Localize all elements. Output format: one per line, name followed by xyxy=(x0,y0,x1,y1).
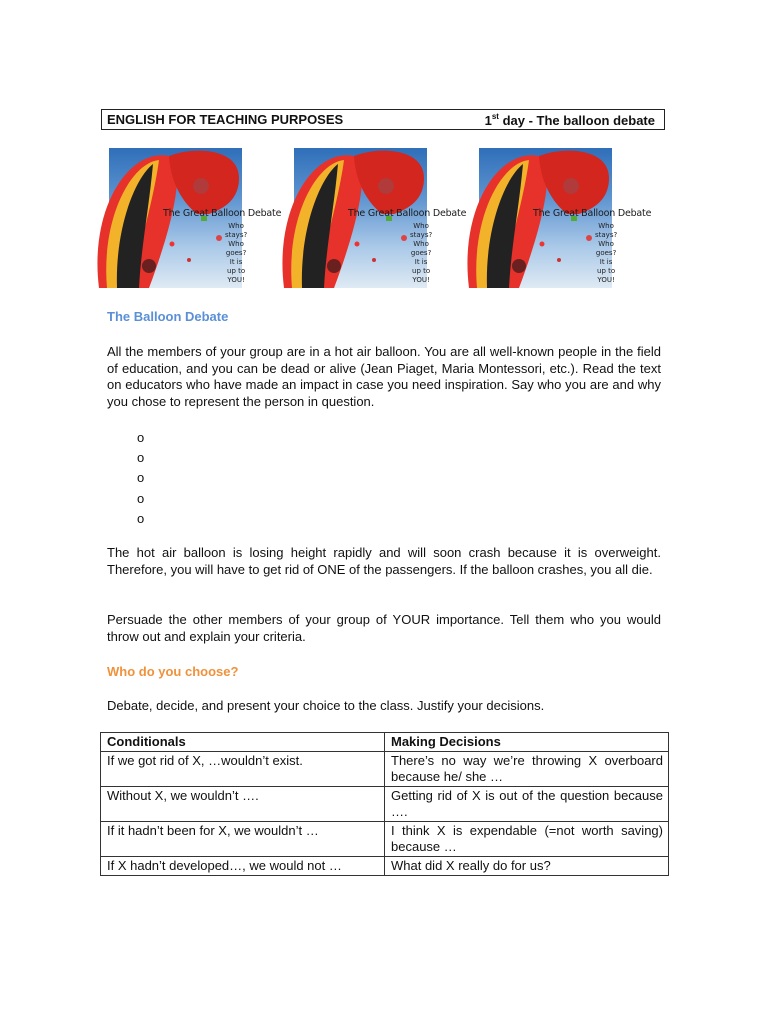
table-row xyxy=(101,787,669,822)
table-header-row xyxy=(101,733,669,752)
image-subtext: Who stays? Who goes? It is up to YOU! xyxy=(595,222,618,284)
bullet-item: o xyxy=(137,430,145,445)
table-cell: I think X is expendable (=not worth saving) because … xyxy=(385,822,669,857)
bullet-item: o xyxy=(137,510,145,526)
section-heading-who-choose: Who do you choose? xyxy=(107,664,239,679)
header-box xyxy=(101,109,665,130)
instruction-paragraph: Debate, decide, and present your choice to the class. Justify your decisions. xyxy=(107,698,545,713)
bullet-item: o xyxy=(137,490,145,506)
table-cell: Getting rid of X is out of the question because …. xyxy=(385,787,669,822)
scenario-paragraph: The hot air balloon is losing height rapidly and will soon crash because it is overweight. Therefore, you will have to get rid of ONE of the passengers. If the balloon crashes, you all die. xyxy=(107,545,661,577)
day-number: 1 xyxy=(484,112,492,128)
intro-paragraph: All the members of your group are in a hot air balloon. You are all well-known people in the field of education, and you can be dead or alive (Jean Piaget, Maria Montessori, etc.). Read the text on educators who have made an impact in case you need inspiration. Say who you are and why you chose to represent the person in question. xyxy=(107,344,661,409)
table-cell: If it hadn’t been for X, we wouldn’t … xyxy=(101,822,385,857)
day-title xyxy=(485,112,655,128)
table-cell: There’s no way we’re throwing X overboard because he/ she … xyxy=(385,752,669,787)
bullet-list xyxy=(137,428,144,529)
bullet-item: o xyxy=(137,470,145,486)
table-cell: Without X, we wouldn’t …. xyxy=(101,787,385,822)
balloon-debate-image xyxy=(109,148,282,288)
image-caption: The Great Balloon Debate xyxy=(348,208,467,219)
day-superscript: st xyxy=(491,111,499,121)
section-heading-balloon-debate: The Balloon Debate xyxy=(107,309,229,324)
table-row xyxy=(101,857,669,876)
table-row xyxy=(101,822,669,857)
balloon-image-strip xyxy=(109,148,669,290)
day-label: day - The balloon debate xyxy=(498,112,655,128)
bullet-item: o xyxy=(137,450,145,466)
column-header-conditionals: Conditionals xyxy=(101,733,385,752)
phrases-table xyxy=(100,732,669,876)
table-row xyxy=(101,752,669,787)
table-cell: What did X really do for us? xyxy=(385,857,669,876)
column-header-making-decisions: Making Decisions xyxy=(385,733,669,752)
balloon-debate-image xyxy=(479,148,652,288)
balloon-debate-image xyxy=(294,148,467,288)
image-subtext: Who stays? Who goes? It is up to YOU! xyxy=(225,222,248,284)
image-caption: The Great Balloon Debate xyxy=(163,208,282,219)
table-cell: If X hadn’t developed…, we would not … xyxy=(101,857,385,876)
persuade-paragraph: Persuade the other members of your group of YOUR importance. Tell them who you would throw out and explain your criteria. xyxy=(107,612,661,644)
table-cell: If we got rid of X, …wouldn’t exist. xyxy=(101,752,385,787)
image-subtext: Who stays? Who goes? It is up to YOU! xyxy=(410,222,433,284)
course-title: ENGLISH FOR TEACHING PURPOSES xyxy=(107,112,344,127)
image-caption: The Great Balloon Debate xyxy=(533,208,652,219)
